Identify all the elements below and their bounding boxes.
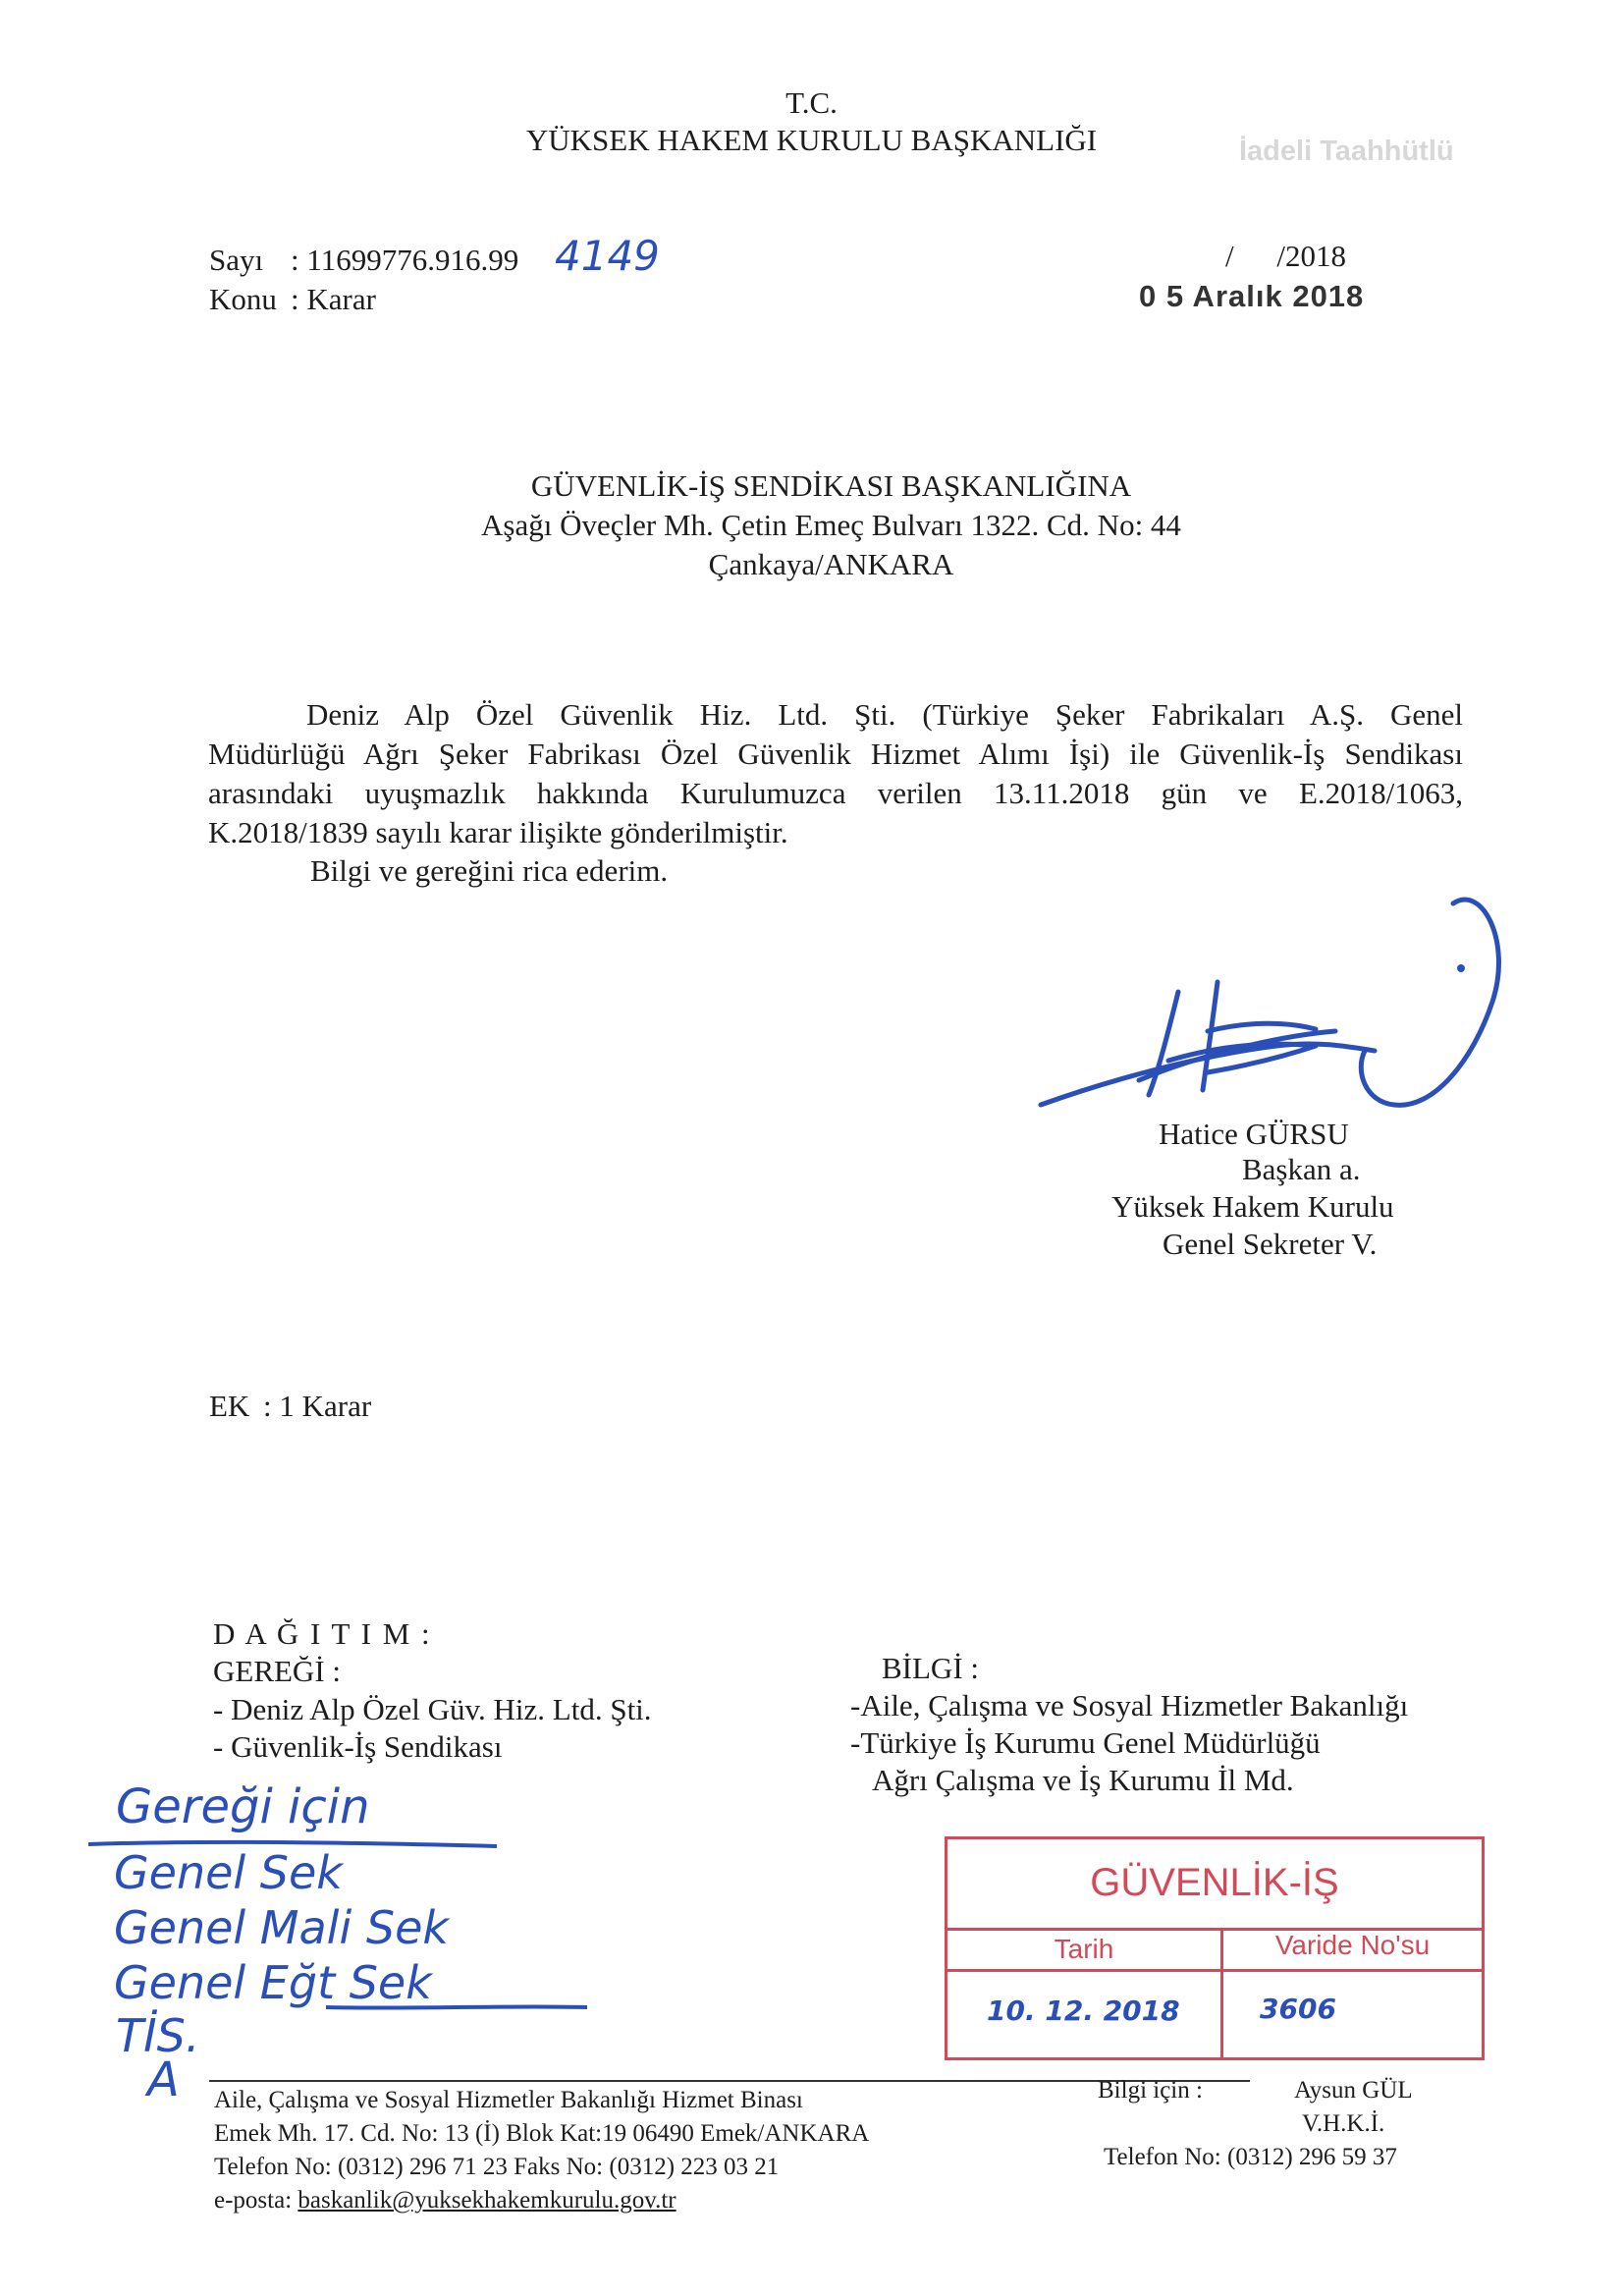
- handwritten-note: Genel Eğt Sek: [114, 1956, 432, 2009]
- footer-address-line-2: Emek Mh. 17. Cd. No: 13 (İ) Blok Kat:19 06490 Emek/ANKARA: [214, 2120, 870, 2147]
- signatory-title-1: Başkan a.: [1242, 1152, 1361, 1186]
- receipt-number-label: Varide No'su: [1274, 1930, 1431, 1960]
- footer-address-line-1: Aile, Çalışma ve Sosyal Hizmetler Bakanlığı Hizmet Binası: [214, 2087, 803, 2113]
- handwritten-note: Genel Sek: [114, 1846, 343, 1899]
- body-closing: Bilgi ve gereğini rica ederim.: [310, 853, 669, 888]
- handwritten-note: Genel Mali Sek: [114, 1901, 450, 1954]
- receipt-stamp-title: GÜVENLİK-İŞ: [1090, 1861, 1339, 1904]
- handwritten-note: Gereği için: [116, 1779, 370, 1834]
- footer-info-name: Aysun GÜL: [1294, 2077, 1413, 2104]
- geregi-label: GEREĞİ :: [213, 1654, 342, 1688]
- receipt-number-value: 3606: [1260, 1993, 1336, 2025]
- bilgi-item: Ağrı Çalışma ve İş Kurumu İl Md.: [872, 1763, 1294, 1797]
- body-line-3: arasındaki uyuşmazlık hakkında Kurulumuzca verilen 13.11.2018 gün ve E.2018/1063,: [208, 776, 1463, 810]
- handwritten-note: TİS.: [116, 2009, 200, 2062]
- footer-info-phone: Telefon No: (0312) 296 59 37: [1104, 2144, 1397, 2170]
- date-stamp: 0 5 Aralık 2018: [1139, 279, 1365, 313]
- footer-info-label: Bilgi için :: [1098, 2077, 1203, 2104]
- recipient-city: Çankaya/ANKARA: [708, 547, 954, 581]
- sayi-value: : 11699776.916.99: [291, 243, 519, 277]
- header-institution: YÜKSEK HAKEM KURULU BAŞKANLIĞI: [525, 123, 1098, 157]
- bilgi-item: -Aile, Çalışma ve Sosyal Hizmetler Bakanlığı: [850, 1688, 1409, 1722]
- body-line-4: K.2018/1839 sayılı karar ilişikte gönderilmiştir.: [208, 815, 788, 849]
- header-tc: T.C.: [785, 85, 838, 120]
- attachment-label: EK: [209, 1389, 250, 1423]
- footer-email-link[interactable]: baskanlik@yuksekhakemkurulu.gov.tr: [298, 2187, 676, 2214]
- receipt-stamp: [945, 1836, 1485, 2060]
- konu-label: Konu: [209, 282, 277, 316]
- attachment-value: : 1 Karar: [263, 1389, 372, 1423]
- bilgi-item: -Türkiye İş Kurumu Genel Müdürlüğü: [850, 1725, 1321, 1760]
- handwritten-note: A: [147, 2052, 180, 2107]
- sayi-label: Sayı: [209, 243, 264, 277]
- signatory-name: Hatice GÜRSU: [1159, 1117, 1349, 1151]
- body-line-2: Müdürlüğü Ağrı Şeker Fabrikası Özel Güvenlik Hizmet Alımı İşi) ile Güvenlik-İş Sendikası: [208, 737, 1463, 771]
- body-line-1: Deniz Alp Özel Güvenlik Hiz. Ltd. Şti. (Türkiye Şeker Fabrikaları A.Ş. Genel: [306, 697, 1463, 732]
- footer-email-label: e-posta:: [214, 2187, 293, 2214]
- geregi-item: - Deniz Alp Özel Güv. Hiz. Ltd. Şti.: [213, 1692, 652, 1726]
- geregi-item: - Güvenlik-İş Sendikası: [213, 1729, 503, 1764]
- konu-value: : Karar: [291, 282, 376, 316]
- distribution-heading: D A Ğ I T I M :: [213, 1616, 432, 1651]
- recipient-name: GÜVENLİK-İŞ SENDİKASI BAŞKANLIĞINA: [530, 468, 1132, 503]
- signature-scribble: [1021, 884, 1532, 1139]
- footer-phone: Telefon No: (0312) 296 71 23 Faks No: (0312) 223 03 21: [214, 2154, 780, 2180]
- footer-info-title: V.H.K.İ.: [1302, 2110, 1385, 2137]
- body-paragraph: [208, 695, 1463, 852]
- handwritten-underline: [324, 2001, 589, 2013]
- ghost-registered-mail-stamp: İadeli Taahhütlü: [1239, 136, 1454, 167]
- footer-divider: [209, 2080, 1250, 2082]
- signatory-title-2: Yüksek Hakem Kurulu: [1111, 1189, 1394, 1224]
- footer-address: [214, 2084, 869, 2217]
- signatory-title-3: Genel Sekreter V.: [1163, 1227, 1378, 1261]
- bilgi-label: BİLGİ :: [882, 1651, 980, 1685]
- receipt-date-value: 10. 12. 2018: [987, 1995, 1180, 2027]
- footer-email-row: [214, 2184, 869, 2217]
- sayi-handwritten-number: 4149: [555, 232, 660, 280]
- date-printed: / /2018: [1225, 239, 1346, 273]
- receipt-date-label: Tarih: [1054, 1934, 1114, 1964]
- recipient-address: Aşağı Öveçler Mh. Çetin Emeç Bulvarı 1322. Cd. No: 44: [481, 508, 1181, 542]
